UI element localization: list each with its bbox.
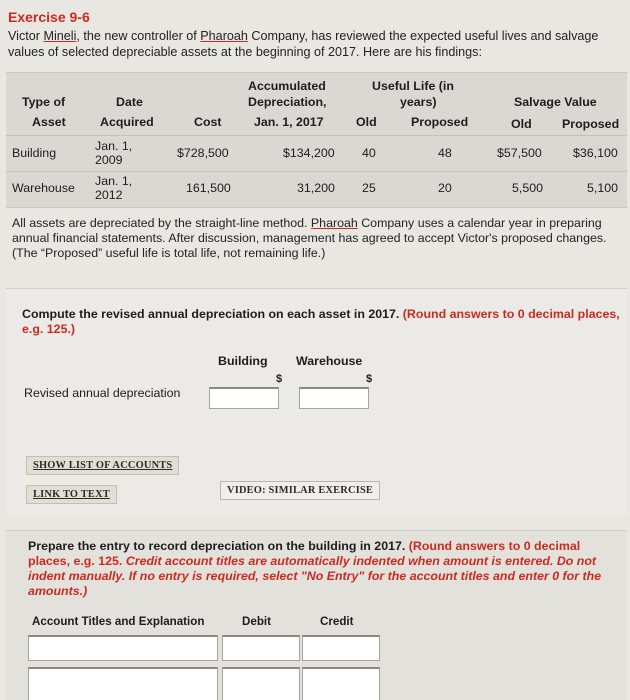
entry-instruction-text: Prepare the entry to record depreciation on the building in 2017. (28, 539, 409, 553)
th-accum-l2: Depreciation, (248, 95, 327, 109)
th-salvage-l1: Salvage Value (514, 95, 597, 109)
col-building-header: Building (218, 354, 268, 368)
revised-depreciation-label: Revised annual depreciation (24, 386, 181, 400)
warehouse-dollar-sign: $ (366, 373, 373, 385)
row1-cost: $728,500 (177, 146, 229, 160)
compute-instruction-text: Compute the revised annual depreciation on each asset in 2017. (22, 307, 403, 321)
row1-salvage-old: $57,500 (497, 146, 542, 160)
entry-round-note: (Round answers to 0 decimal places, e.g. 125. (28, 539, 581, 568)
row-divider (6, 171, 627, 172)
journal-entry-panel (6, 530, 627, 700)
entry-row2-credit-input[interactable] (302, 667, 380, 700)
row2-date-l2: 2012 (95, 188, 123, 202)
compute-round-note: (Round answers to 0 decimal places, e.g. 125.) (22, 307, 620, 336)
para-part-a: All assets are depreciated by the straight-line method. (12, 216, 311, 230)
entry-row1-debit-input[interactable] (222, 635, 300, 661)
entry-row2-account-input[interactable] (28, 667, 218, 700)
asset-data-table (6, 72, 627, 208)
row1-accum: $134,200 (283, 146, 335, 160)
col-debit-header: Debit (242, 615, 271, 628)
th-date-l1: Date (116, 95, 143, 109)
row2-accum: 31,200 (297, 181, 335, 195)
row1-salvage-proposed: $36,100 (573, 146, 618, 160)
th-type-l2: Asset (32, 115, 66, 129)
th-life-proposed: Proposed (411, 115, 469, 129)
show-list-of-accounts-button[interactable]: SHOW LIST OF ACCOUNTS (26, 456, 179, 475)
entry-row2-debit-input[interactable] (222, 667, 300, 700)
intro-name: Mineli (43, 29, 77, 43)
entry-instruction (28, 539, 624, 599)
exercise-title: Exercise 9-6 (8, 9, 90, 25)
row2-date-l1: Jan. 1, (95, 174, 133, 188)
row2-salvage-proposed: 5,100 (587, 181, 619, 195)
row2-cost: 161,500 (186, 181, 231, 195)
compute-panel (6, 288, 627, 515)
building-dollar-sign: $ (276, 373, 283, 385)
entry-row1-account-input[interactable] (28, 635, 218, 661)
row2-type: Warehouse (12, 181, 75, 195)
para-company: Pharoah (310, 216, 358, 230)
intro-part-a: Victor (8, 29, 44, 43)
exercise-intro (8, 28, 623, 60)
th-life-l1: Useful Life (in (372, 79, 454, 93)
row1-date-l1: Jan. 1, (95, 139, 133, 153)
th-cost: Cost (194, 115, 222, 129)
th-life-l2: years) (400, 95, 437, 109)
compute-instruction (22, 307, 622, 337)
para-part-b: Company uses a calendar year in preparing annual financial statements. After discussion, management has agreed to accept Victor's proposed changes. (The “Proposed” useful life is total life, not remaining life.) (12, 216, 607, 260)
th-date-l2: Acquired (100, 115, 154, 129)
col-credit-header: Credit (320, 615, 354, 628)
intro-part-b: , the new controller of (76, 29, 201, 43)
row1-life-old: 40 (362, 146, 376, 160)
th-accum-l3: Jan. 1, 2017 (254, 115, 324, 129)
col-account-titles-header: Account Titles and Explanation (32, 615, 205, 628)
building-depreciation-input[interactable] (209, 387, 279, 409)
link-to-text-button[interactable]: LINK TO TEXT (26, 485, 117, 504)
warehouse-depreciation-input[interactable] (299, 387, 369, 409)
intro-part-c: Company, has reviewed the expected useful lives and salvage values of selected depreciable assets at the beginning of 2017. Here are his findings: (8, 29, 599, 59)
entry-row1-credit-input[interactable] (302, 635, 380, 661)
th-salvage-old: Old (511, 117, 532, 131)
th-accum-l1: Accumulated (248, 79, 326, 93)
row2-life-old: 25 (362, 181, 376, 195)
method-paragraph (12, 216, 624, 261)
row1-date-l2: 2009 (95, 153, 123, 167)
header-divider (6, 135, 627, 136)
row1-type: Building (12, 146, 57, 160)
video-similar-exercise-button[interactable]: VIDEO: SIMILAR EXERCISE (220, 481, 380, 500)
th-salvage-proposed: Proposed (562, 117, 620, 131)
row2-life-proposed: 20 (438, 181, 452, 195)
intro-company: Pharoah (200, 29, 248, 43)
row2-salvage-old: 5,500 (512, 181, 544, 195)
col-warehouse-header: Warehouse (296, 354, 363, 368)
th-life-old: Old (356, 115, 377, 129)
entry-indent-note: Credit account titles are automatically indented when amount is entered. Do not indent manually. If no entry is required, select "No Entry" for the account titles and enter 0 for the amounts.) (28, 554, 602, 598)
th-type-l1: Type of (22, 95, 66, 109)
row1-life-proposed: 48 (438, 146, 452, 160)
